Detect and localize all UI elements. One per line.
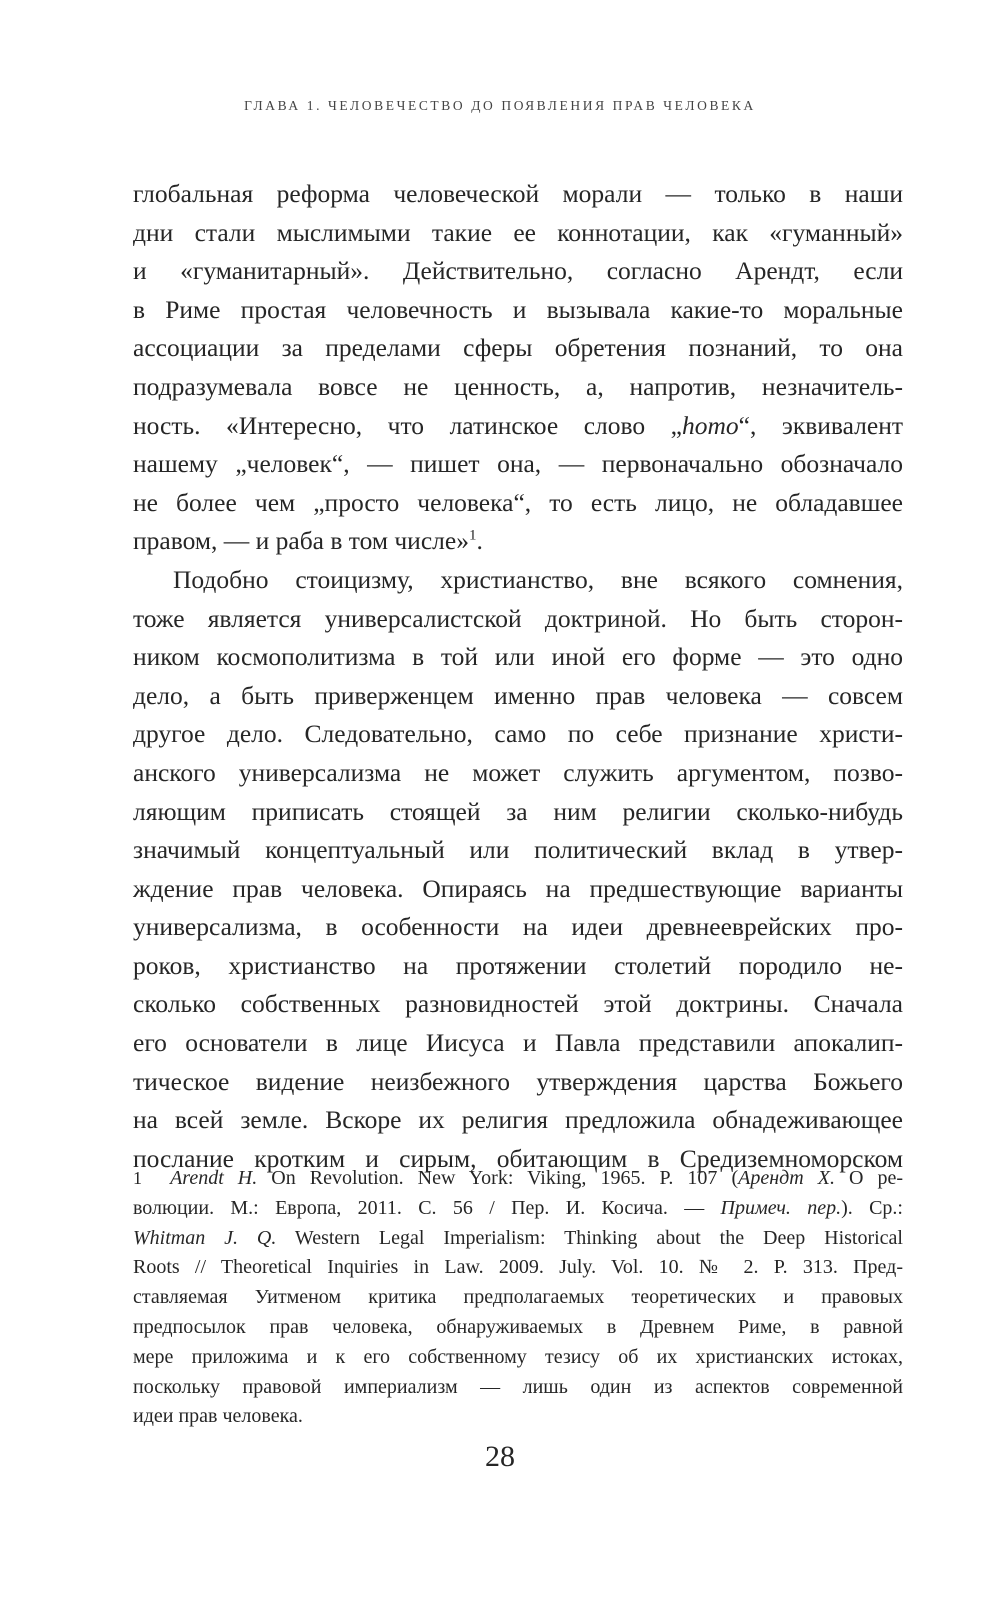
text-line: ляющим приписать стоящей за ним религии сколько-нибудь [133, 796, 903, 826]
text-line: глобальная реформа человеческой морали — только в наши [133, 179, 903, 208]
footnote-line: Roots // Theoretical Inquiries in Law. 2009. July. Vol. 10. № 2. P. 313. Пред- [133, 1256, 903, 1279]
running-head: ГЛАВА 1. ЧЕЛОВЕЧЕСТВО ДО ПОЯВЛЕНИЯ ПРАВ ЧЕЛОВЕКА [244, 98, 756, 113]
footnote-number: 1 [133, 1168, 142, 1188]
footnote-line: мере приложима и к его собственному тезису об их христианских истоках, [133, 1345, 903, 1368]
translator-note: Примеч. пер. [720, 1196, 842, 1219]
text-line: на всей земле. Вскоре их религия предложила обнадеживающее [133, 1105, 903, 1135]
text-line: ассоциации за пределами сферы обретения познаний, то она [133, 333, 903, 363]
main-text [133, 175, 903, 1178]
italic-word: homo [681, 410, 739, 440]
text-line: подразумевала вовсе не ценность, а, напротив, незначитель- [133, 371, 903, 401]
footnote-reference[interactable]: 1 [468, 527, 477, 544]
text-line: другое дело. Следовательно, само по себе признание христи- [133, 719, 903, 749]
footnote-line [133, 1224, 903, 1254]
text-run: Western Legal Imperialism: Thinking about the Deep Historical [276, 1226, 903, 1249]
text-line: его основатели в лице Иисуса и Павла представили апокалип- [133, 1028, 903, 1058]
text-line: тоже является универсалистской доктриной. Но быть сторон- [133, 603, 903, 633]
text-line: значимый концептуальный или политический вклад в утвер- [133, 835, 903, 865]
footnote-line: предпосылок прав человека, обнаруживаемых в Древнем Риме, в равной [133, 1315, 903, 1338]
footnote-line: ставляемая Уитменом критика предполагаемых теоретических и правовых [133, 1286, 903, 1309]
text-line: роков, христианство на протяжении столетий породило не- [133, 950, 903, 980]
text-line: в Риме простая человечность и вызывала какие-то моральные [133, 294, 903, 324]
footnote-line [133, 1164, 903, 1194]
paragraph [133, 561, 903, 1179]
text-line: ником космополитизма в той или иной его форме — это одно [133, 642, 903, 672]
text-run: правом, — и раба в том числе» [133, 526, 469, 556]
text-run: О ре- [834, 1167, 904, 1189]
footnote [133, 1164, 903, 1432]
text-run: волюции. М.: Европа, 2011. С. 56 / Пер. И. Косича. — [133, 1196, 721, 1219]
text-line: тическое видение неизбежного утверждения царства Божьего [133, 1066, 903, 1096]
text-line: нашему „человек“, — пишет она, — первоначально обозначало [133, 449, 903, 479]
footnote-line: поскольку правовой империализм — лишь один из аспектов современной [133, 1375, 903, 1398]
text-line: Подобно стоицизму, христианство, вне всякого сомнения, [173, 564, 903, 594]
text-run: ). Ср.: [841, 1196, 903, 1219]
footnote-line: идеи прав человека. [133, 1405, 303, 1428]
footnote-line [133, 1194, 903, 1224]
footnote-author: Whitman J. Q. [133, 1226, 277, 1249]
text-line: и «гуманитарный». Действительно, согласно Арендт, если [133, 256, 903, 286]
text-run: On Revolution. New York: Viking, 1965. P. 107 ( [257, 1167, 739, 1189]
text-run: ность. «Интересно, что латинское слово „ [133, 410, 682, 440]
page-number: 28 [485, 1440, 515, 1473]
text-run: . [476, 526, 483, 556]
footnote-author: Арендт Х. [738, 1167, 835, 1189]
text-line: сколько собственных разновидностей этой доктрины. Сначала [133, 989, 903, 1019]
paragraph [133, 175, 903, 561]
text-line: дело, а быть приверженцем именно прав человека — совсем [133, 680, 903, 710]
text-line [133, 522, 903, 561]
text-line: дни стали мыслимыми такие ее коннотации, как «гуманный» [133, 217, 903, 247]
footnote-author: Arendt H. [170, 1167, 258, 1189]
text-line: не более чем „просто человека“, то есть лицо, не обладавшее [133, 487, 903, 517]
text-run: “, эквивалент [738, 410, 903, 440]
text-line [133, 407, 903, 446]
text-line: универсализма, в особенности на идеи древнееврейских про- [133, 912, 903, 942]
text-line: анского универсализма не может служить аргументом, позво- [133, 757, 903, 787]
text-line: ждение прав человека. Опираясь на предшествующие варианты [133, 873, 903, 903]
text-line: послание кротким и сирым, обитающим в Средиземноморском [133, 1143, 903, 1173]
